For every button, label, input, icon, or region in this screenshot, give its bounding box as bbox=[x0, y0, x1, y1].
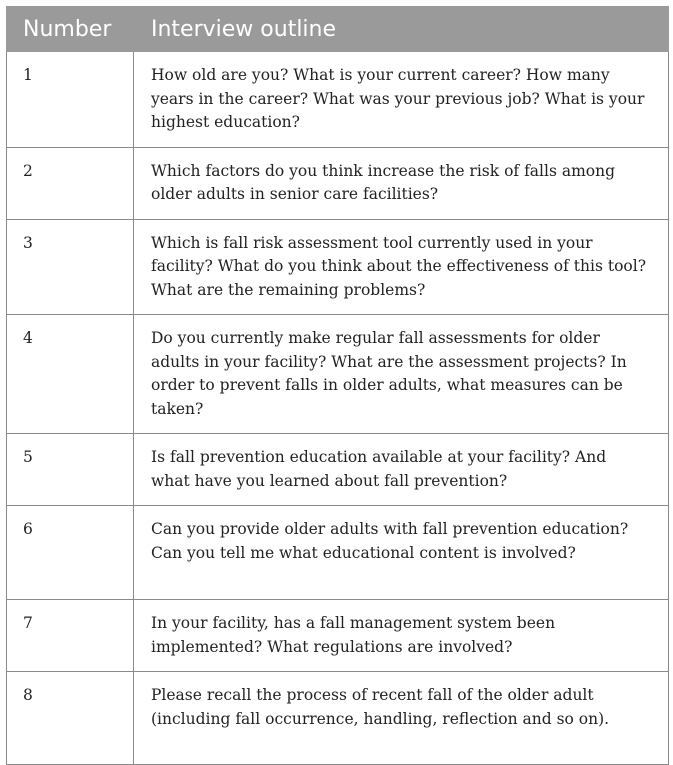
header-row bbox=[7, 7, 669, 52]
table-row bbox=[7, 672, 669, 765]
row-number: 2 bbox=[7, 147, 134, 219]
table-header bbox=[7, 7, 669, 52]
row-number: 5 bbox=[7, 434, 134, 506]
row-outline: Is fall prevention education available at your facility? And what have you learned about fall prevention? bbox=[134, 434, 669, 506]
table-row bbox=[7, 52, 669, 148]
table-row bbox=[7, 434, 669, 506]
column-header-interview-outline: Interview outline bbox=[134, 7, 669, 52]
row-outline: In your facility, has a fall management system been implemented? What regulations are involved? bbox=[134, 600, 669, 672]
row-number: 3 bbox=[7, 219, 134, 315]
row-outline: Can you provide older adults with fall prevention education? Can you tell me what educational content is involved? bbox=[134, 506, 669, 600]
row-number: 4 bbox=[7, 315, 134, 434]
row-outline: Which factors do you think increase the risk of falls among older adults in senior care facilities? bbox=[134, 147, 669, 219]
column-header-number: Number bbox=[7, 7, 134, 52]
row-outline: Do you currently make regular fall assessments for older adults in your facility? What are the assessment projects? In order to prevent falls in older adults, what measures can be taken? bbox=[134, 315, 669, 434]
table-body bbox=[7, 52, 669, 765]
row-number: 6 bbox=[7, 506, 134, 600]
row-outline: How old are you? What is your current career? How many years in the career? What was your previous job? What is your highest education? bbox=[134, 52, 669, 148]
table-row bbox=[7, 600, 669, 672]
row-number: 8 bbox=[7, 672, 134, 765]
table-row bbox=[7, 506, 669, 600]
row-outline: Please recall the process of recent fall of the older adult (including fall occurrence, handling, reflection and so on). bbox=[134, 672, 669, 765]
table-row bbox=[7, 147, 669, 219]
table-row bbox=[7, 315, 669, 434]
row-number: 1 bbox=[7, 52, 134, 148]
row-outline: Which is fall risk assessment tool currently used in your facility? What do you think about the effectiveness of this tool? What are the remaining problems? bbox=[134, 219, 669, 315]
row-number: 7 bbox=[7, 600, 134, 672]
interview-outline-table bbox=[6, 6, 669, 765]
table-row bbox=[7, 219, 669, 315]
